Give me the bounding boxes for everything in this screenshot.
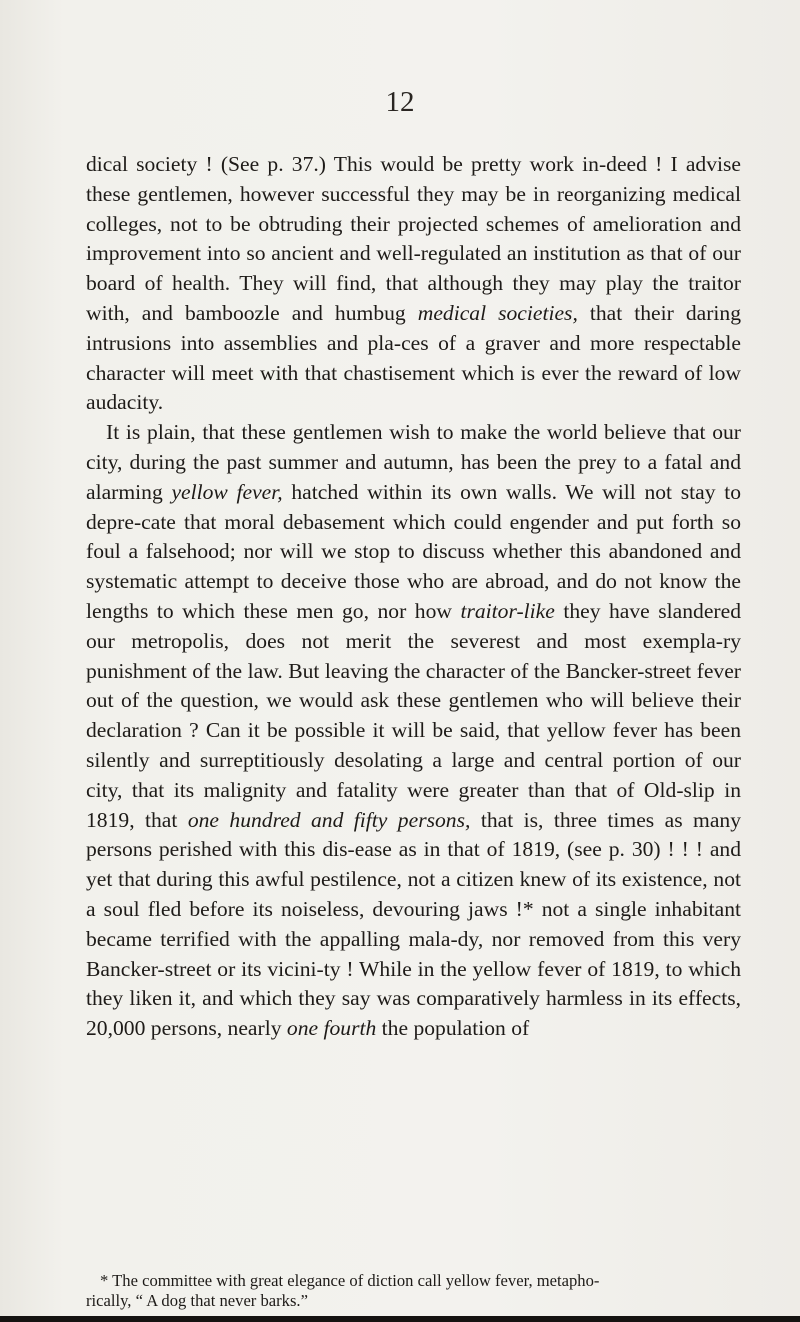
- body-text: [86, 150, 741, 1044]
- paragraph-2-italic-yellow-fever: yellow fever,: [171, 479, 283, 504]
- paragraph-1-italic-medical-societies: medical societies,: [417, 300, 578, 325]
- page-bottom-edge: [0, 1316, 800, 1322]
- paragraph-1-text-a: dical society ! (See p. 37.) This would be pretty work in-deed ! I advise these gentlemen, however successful they may be in reorganizing medical colleges, not to be obtruding their projected schemes of amelioration and improvement into so ancient and well-regulated an institution as that of our board of health. They will find, that although they may play the traitor with, and bamboozle and humbug: [86, 152, 741, 325]
- paragraph-2-text-b: hatched within its own walls. We will not stay to depre-cate that moral debasement which could engender and put forth so foul a falsehood; nor will we stop to discuss whether this abandoned and systematic attempt to deceive those who are abroad, and do not know the lengths to which these men go, nor how: [86, 479, 741, 623]
- paragraph-2-italic-one-fourth: one fourth: [286, 1016, 377, 1041]
- paragraph-2-italic-one-hundred-fifty: one hundred and fifty persons,: [187, 807, 471, 832]
- paragraph-2: [86, 418, 741, 1044]
- paragraph-1: [86, 150, 741, 418]
- paragraph-2-text-a: It is plain, that these gentlemen wish to make the world believe that our city, during the past summer and autumn, has been the prey to a fatal and alarming: [86, 420, 741, 504]
- footnote: [86, 1271, 741, 1310]
- paragraph-2-text-c: they have slandered our metropolis, does not merit the severest and most exempla-ry punishment of the law. But leaving the character of the Bancker-street fever out of the question, we would ask these gentlemen who will believe their declaration ? Can it be possible it will be said, that yellow fever has been silently and surreptitiously desolating a large and central portion of our city, that its malignity and fatality were greater than that of Old-slip in 1819, that: [86, 598, 741, 832]
- paragraph-2-text-d: that is, three times as many persons perished with this dis-ease as in that of 1819, (see p. 30) ! ! ! and yet that during this awful pestilence, not a citizen knew of its existence, not a soul fled before its noiseless, devouring jaws !* not a single inhabitant became terrified with the appalling mala-dy, nor removed from this very Bancker-street or its vicini-ty ! While in the yellow fever of 1819, to which they liken it, and which they say was comparatively harmless in its effects, 20,000 persons, nearly: [86, 807, 742, 1041]
- footnote-line-2: rically, “ A dog that never barks.”: [86, 1290, 308, 1310]
- paragraph-1-text-b: that their daring intrusions into assemblies and pla-ces of a graver and more respectable character will meet with that chastisement which is ever the reward of low audacity.: [86, 300, 741, 415]
- paragraph-2-text-e: the population of: [376, 1016, 530, 1041]
- paragraph-2-italic-traitor-like: traitor-like: [460, 598, 555, 623]
- footnote-line-1: * The committee with great elegance of diction call yellow fever, metapho-: [100, 1271, 600, 1290]
- page-number: 12: [385, 86, 415, 118]
